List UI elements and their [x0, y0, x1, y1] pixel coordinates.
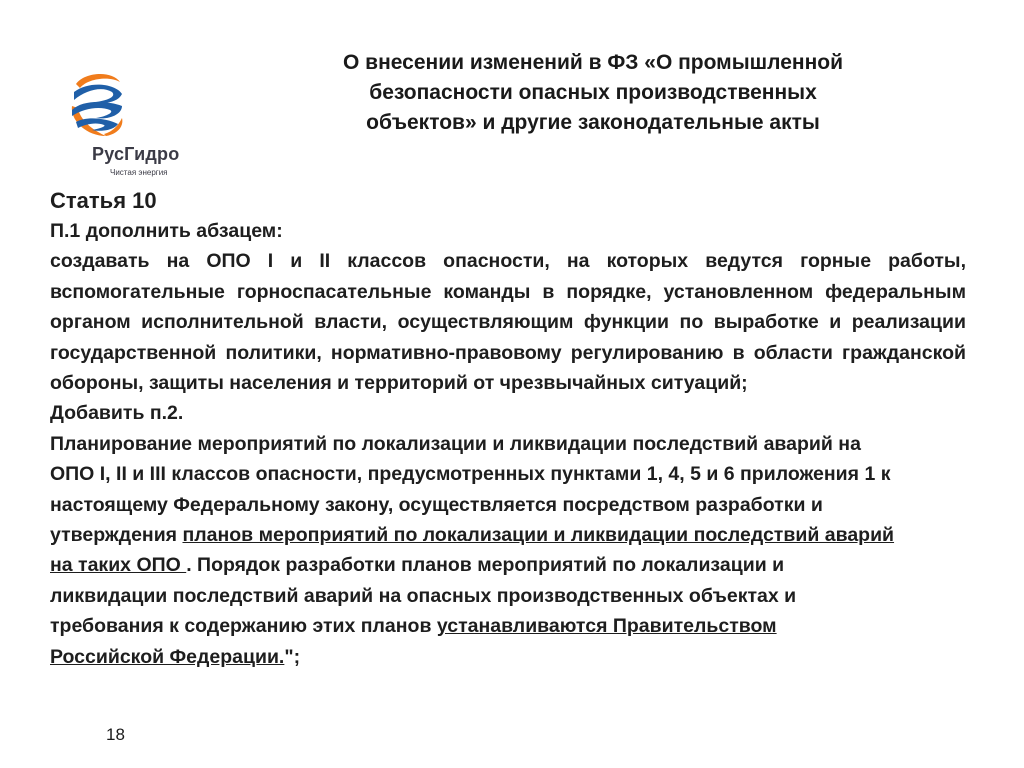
rushydro-logo-icon	[66, 70, 128, 142]
paragraph-2-line	[50, 520, 966, 550]
paragraph-1: создавать на ОПО I и II классов опасности, на которых ведутся горные работы, вспомогательные горноспасательные команды в порядке, установленном федеральным органом исполнительной власти, осуществляющим функции по выработке и реализации государственной политики, нормативно-правовому регулированию в области гражданской обороны, защиты населения и территорий от чрезвычайных ситуаций;	[50, 250, 966, 395]
article-heading: Статья 10	[50, 188, 157, 213]
rushydro-logo	[62, 70, 202, 180]
title-line: О внесении изменений в ФЗ «О промышленной	[343, 51, 843, 74]
point2-heading: Добавить п.2.	[50, 402, 184, 425]
plain-text: требования к содержанию этих планов	[50, 615, 437, 638]
slide-title	[262, 48, 924, 138]
paragraph-2-line	[50, 550, 966, 580]
paragraph-2-line	[50, 642, 966, 672]
underlined-text: на таких ОПО	[50, 554, 187, 577]
slide-body	[50, 186, 966, 672]
plain-text: ";	[284, 645, 301, 668]
title-line: объектов» и другие законодательные акты	[366, 111, 820, 134]
paragraph-2-line: ОПО I, II и III классов опасности, предусмотренных пунктами 1, 4, 5 и 6 приложения 1 к	[50, 463, 891, 486]
title-line: безопасности опасных производственных	[369, 81, 817, 104]
underlined-text: планов мероприятий по локализации и ликвидации последствий аварий	[182, 524, 895, 547]
underlined-text: устанавливаются Правительством	[436, 615, 777, 638]
paragraph-2-line: Планирование мероприятий по локализации и ликвидации последствий аварий на	[50, 432, 861, 455]
underlined-text: Российской Федерации.	[50, 645, 285, 668]
paragraph-2-line: ликвидации последствий аварий на опасных производственных объектах и	[50, 584, 797, 607]
page-number: 18	[106, 725, 125, 744]
plain-text: утверждения	[50, 524, 183, 547]
paragraph-2-line	[50, 611, 966, 641]
logo-tagline: Чистая энергия	[110, 168, 168, 177]
plain-text: . Порядок разработки планов мероприятий по локализации и	[186, 554, 785, 577]
point1-heading: П.1 дополнить абзацем:	[50, 220, 283, 242]
logo-name: РусГидро	[92, 144, 180, 164]
paragraph-2-line: настоящему Федеральному закону, осуществляется посредством разработки и	[50, 493, 823, 516]
